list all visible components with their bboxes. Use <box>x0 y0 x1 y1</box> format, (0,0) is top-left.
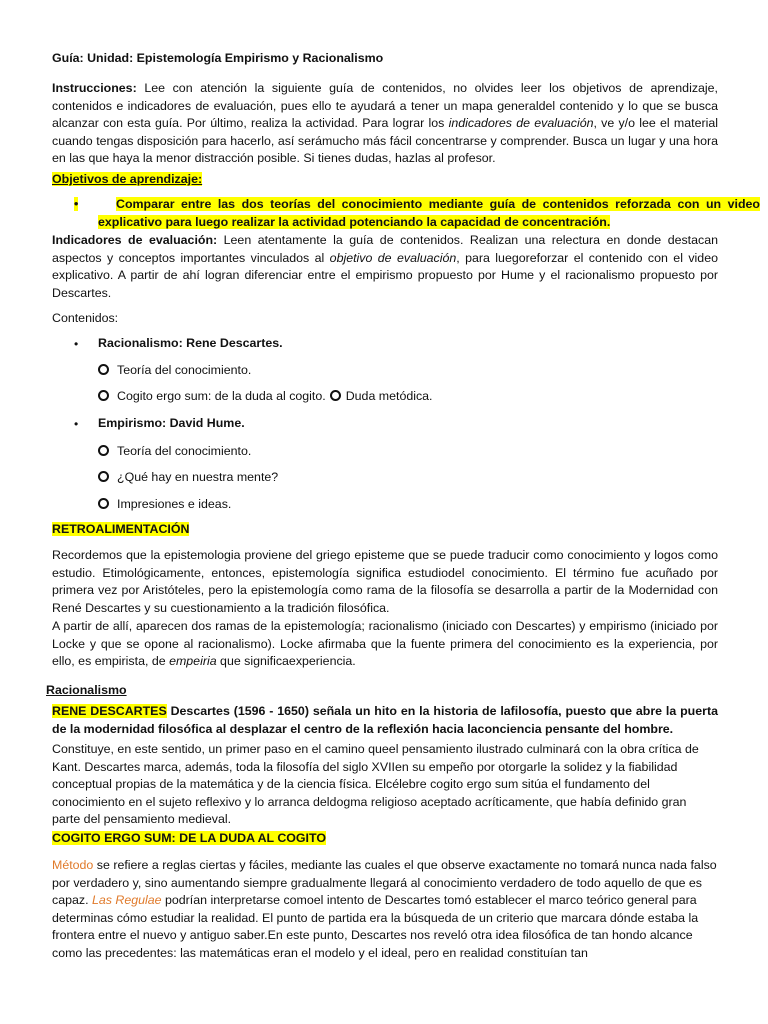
contents-bullet: • <box>74 337 79 351</box>
circle-bullet-icon <box>98 364 109 375</box>
rationalism-heading: Racionalismo <box>46 683 127 697</box>
objective-bullet <box>74 196 84 214</box>
circle-bullet-icon <box>98 471 109 482</box>
indicators-text-2: , para luegoreforzar el contenido con el video explicativo. A partir de ahí logran diferenciar entre el empirismo propuesto por Hume y el racionalismo propuesto por Descartes. <box>52 250 718 300</box>
instructions-label: Instrucciones: <box>52 81 137 95</box>
cogito-heading <box>52 830 718 848</box>
indicators-label: Indicadores de evaluación: <box>52 233 218 247</box>
contents-e1-text: Teoría del conocimiento. <box>117 444 252 458</box>
cogito-heading-text: COGITO ERGO SUM: DE LA DUDA AL COGITO <box>52 831 326 845</box>
feedback-paragraph-1: Recordemos que la epistemologia proviene del griego episteme que se puede traducir como conocimiento y logos como estudio. Etimológicamente, entonces, epistemología significa estudiodel conocimiento. El término fue acuñado por primera vez por Aristóteles, pero la epistemología como rama de la filosofía se desarrolla a partir de la Modernidad con René Descartes y su cuestionamiento a la tradición filosófica. <box>52 548 718 615</box>
guide-prefix: Guía: <box>52 51 88 65</box>
indicators-text-1: Leen atentamente la guía de contenidos. Realizan una relectura en donde destacan aspectos y conceptos importantes vinculados al <box>52 233 718 265</box>
cogito-text-1: se refiere a reglas ciertas y fáciles, mediante las cuales el que observe exactamente no tomará nunca nada falso por verdadero y, sino aumentando siempre gradualmente llegará al conocimiento verdadero de todo aquello de que es capaz. <box>52 858 717 908</box>
contents-e2-text: ¿Qué hay en nuestra mente? <box>117 470 279 484</box>
circle-bullet-icon <box>98 390 109 401</box>
method-term: Método <box>52 858 94 872</box>
instructions-paragraph <box>52 80 718 168</box>
instructions-text-2: , ve y/o lee el material cuando tengas disposición para hacerlo, así serámucho más fácil concentrarse y comprender. Busca un lugar y una hora en las que haya la menor distracción posible. Si tienes dudas, hazlas al profesor. <box>52 116 718 166</box>
feedback-heading <box>52 521 718 539</box>
contents-e3-text: Impresiones e ideas. <box>117 497 232 511</box>
rationalism-intro <box>52 703 718 738</box>
contents-r2 <box>98 388 764 406</box>
guide-title <box>52 50 718 68</box>
objectives-heading <box>52 171 718 189</box>
feedback-p2-italic: empeiria <box>169 654 217 669</box>
contents-r1 <box>98 362 764 380</box>
contents-heading <box>52 310 718 328</box>
feedback-p2-text-b: que significaexperiencia. <box>216 654 356 669</box>
contents-r3-text: Duda metódica. <box>345 389 433 403</box>
objectives-heading-text: Objetivos de aprendizaje: <box>52 172 203 186</box>
circle-bullet-icon <box>330 390 341 401</box>
contents-e3 <box>98 496 764 514</box>
indicators-italic: objetivo de evaluación <box>329 250 457 265</box>
circle-bullet-icon <box>98 498 109 509</box>
instructions-italic: indicadores de evaluación <box>448 116 594 131</box>
rationalism-paragraph-2: Constituye, en este sentido, un primer paso en el camino queel pensamiento ilustrado culminará con la obra crítica de Kant. Descartes marca, además, toda la filosofía del siglo XVIIen su empeño por otorgarle la solidez y la fiabilidad conceptual propias de la matemática y de la ciencia física. Elcélebre cogito ergo sum sitúa el fundamento del conocimiento en el sujeto reflexivo y lo arranca deldogma religioso aceptado acríticamente, que había definido gran parte del pensamiento medieval. <box>52 742 699 827</box>
contents-r2-text: Cogito ergo sum: de la duda al cogito. <box>117 389 326 403</box>
feedback-paragraph-2 <box>52 618 718 671</box>
rationalism-intro-text: Descartes (1596 - 1650) señala un hito en la historia de lafilosofía, puesto que abre la puerta de la modernidad filosófica al desplazar el centro de la reflexión hacia laconciencia pensante del hombre. <box>52 704 718 736</box>
objective-item <box>98 196 760 231</box>
circle-bullet-icon <box>98 445 109 456</box>
contents-empiricism: Empirismo: David Hume. <box>98 416 245 430</box>
feedback-heading-text: RETROALIMENTACIÓN <box>52 522 190 536</box>
feedback-p2-text-a: A partir de allí, aparecen dos ramas de la epistemología; racionalismo (iniciado con Descartes) y empirismo (iniciado por Locke y que se opone al racionalismo). Locke afirmaba que la fuente primera del conocimiento es la experiencia, por ello, es empirista, de <box>52 619 718 669</box>
contents-bullet: • <box>74 417 79 431</box>
objective-bullet-glyph: • <box>74 197 79 211</box>
objective-item-text: Comparar entre las dos teorías del conocimiento mediante guía de contenidos reforzada con un video explicativo para luego realizar la actividad potenciando la capacidad de concentración. <box>98 197 760 229</box>
guide-title-text: Unidad: Epistemología Empirismo y Racionalismo <box>87 51 384 65</box>
regulae-term: Las Regulae <box>91 893 162 908</box>
cogito-text-2: podrían interpretarse comoel intento de Descartes tomó establecer el marco teórico general para determinas cómo estudiar la realidad. El punto de partida era la búsqueda de un criterio que marcara dónde estaba la frontera entre el nuevo y antiguo saber.En este punto, Descartes nos reveló otra idea filosófica de tan hondo alcance como las precedentes: las matemáticas eran el modelo y el ideal, pero en realidad constituían tan <box>52 893 699 960</box>
contents-r1-text: Teoría del conocimiento. <box>117 363 252 377</box>
instructions-text-1: Lee con atención la siguiente guía de contenidos, no olvides leer los objetivos de aprendizaje, contenidos e indicadores de evaluación, pues ello te ayudará a tener un mapa generaldel contenido y lo que se busca alcanzar con esta guía. Por último, realiza la actividad. Para lograr los <box>52 81 718 131</box>
cogito-paragraph <box>52 857 718 963</box>
contents-heading-text: Contenidos: <box>52 311 119 325</box>
contents-e1 <box>98 443 764 461</box>
contents-e2 <box>98 469 764 487</box>
descartes-name-highlight: RENE DESCARTES <box>52 704 167 718</box>
contents-rationalism: Racionalismo: Rene Descartes. <box>98 336 283 350</box>
indicators-paragraph <box>52 232 718 302</box>
